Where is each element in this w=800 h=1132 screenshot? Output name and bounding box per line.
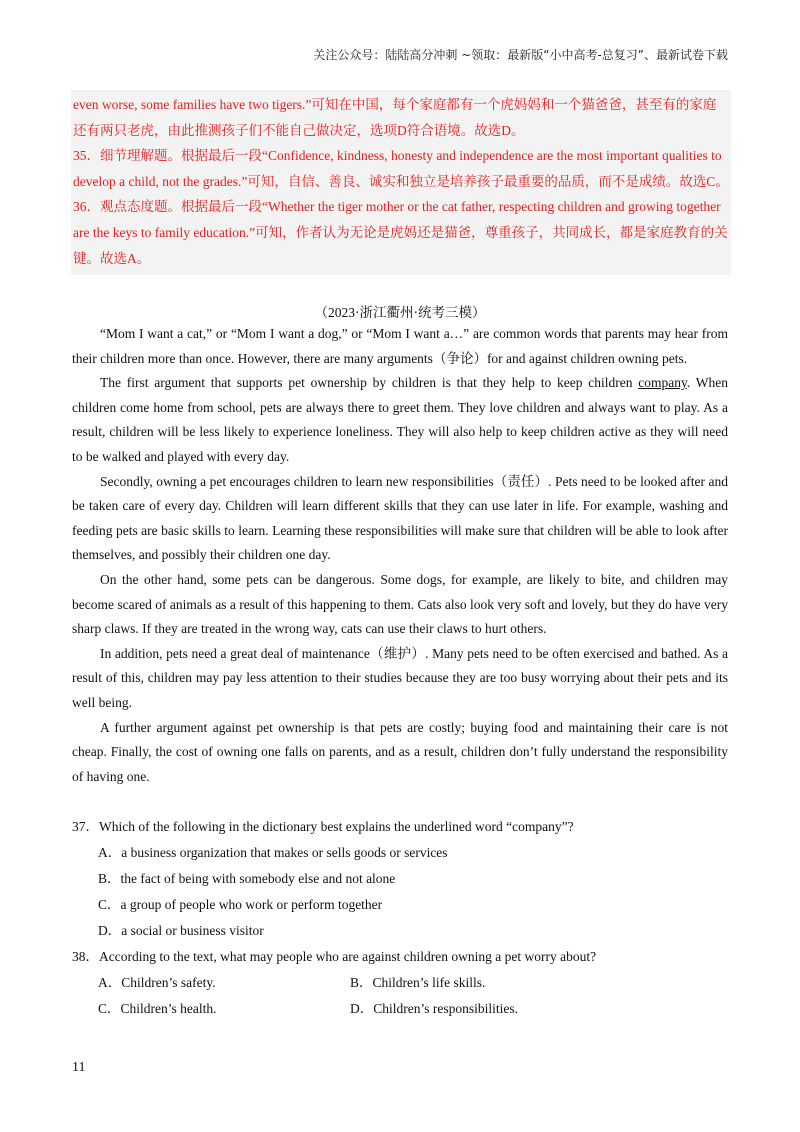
paragraph-4: On the other hand, some pets can be dangerous. Some dogs, for example, are likely to bite, and children may become scared of animals as a result of this happening to them. Cats also look very soft and lovely, but they do have very sharp claws. If they are treated in the wrong way, cats can use their claws to hurt others.: [72, 571, 728, 637]
question-38-stem: 38．According to the text, what may people who are against children owning a pet worry about?: [72, 949, 597, 964]
question-38-option-d: D．Children’s responsibilities.: [350, 1001, 518, 1016]
question-37-option-d: D．a social or business visitor: [98, 923, 264, 938]
question-38-options-row-2: [98, 996, 728, 1022]
question-38-option-b: B．Children’s life skills.: [350, 975, 486, 990]
paragraph-5: In addition, pets need a great deal of maintenance（维护）. Many pets need to be often exercised and bathed. As a result of this, children may pay less attention to their studies because they are too busy worrying about their pets and its well being.: [72, 645, 728, 710]
underlined-word-company: company: [638, 375, 687, 391]
question-37-option-a: A．a business organization that makes or sells goods or services: [98, 845, 448, 860]
question-list: [72, 814, 728, 1022]
question-38-option-c: C．Children’s health.: [98, 1001, 217, 1016]
answer-36: 36．观点态度题。根据最后一段“Whether the tiger mother or the cat father, respecting children and growing together are the keys to family education.”可知，作者认为无论是虎妈还是猫爸，尊重孩子，共同成长，都是家庭教育的关键。故选A。: [73, 199, 728, 266]
paragraph-3: Secondly, owning a pet encourages children to learn new responsibilities（责任）. Pets need to be looked after and be taken care of every day. Children will learn different skills that they can use later in life. For example, washing and feeding pets are basic skills to learn. Learning these responsibilities will make sure that children will be able to look after themselves, and possibly their children one day.: [72, 473, 728, 563]
paragraph-2-text-a: The first argument that supports pet ownership by children is that they help to keep children: [100, 375, 639, 391]
answer-explanations: [71, 90, 731, 275]
paragraph-2: [72, 371, 728, 469]
paragraph-2-text-b: . When children come home from school, pets are always there to greet them. They love children and always want to play. As a result, children will be less likely to experience loneliness. They will also help to keep children active as they will need to be walked and played with every day.: [72, 375, 728, 464]
question-38-options-row-1: [98, 970, 728, 996]
reading-passage: [72, 322, 728, 789]
question-37-option-b: B．the fact of being with somebody else and not alone: [98, 871, 396, 886]
header-note: 关注公众号：陆陆高分冲刺 ~领取：最新版“小中高考-总复习”、最新试卷下载: [313, 48, 728, 62]
paragraph-1: “Mom I want a cat,” or “Mom I want a dog,” or “Mom I want a…” are common words that parents may hear from their children more than once. However, there are many arguments（争论）for and against children owning pets.: [72, 326, 728, 366]
question-37-stem: 37．Which of the following in the dictionary best explains the underlined word “company”?: [72, 819, 574, 834]
answer-35: 35．细节理解题。根据最后一段“Confidence, kindness, honesty and independence are the most important qualities to develop a child, not the grades.”可知，自信、善良、诚实和独立是培养孩子最重要的品质，而不是成绩。故选C。: [73, 148, 729, 189]
question-38-option-a: A．Children’s safety.: [98, 975, 216, 990]
page-number: 11: [72, 1060, 86, 1075]
passage-source: （2023·浙江衢州·统考三模）: [314, 305, 486, 320]
answer-34-continued: even worse, some families have two tigers.”可知在中国，每个家庭都有一个虎妈妈和一个猫爸爸，甚至有的家庭还有两只老虎，由此推测孩子们不能自己做决定，选项D符合语境。故选D。: [73, 97, 717, 138]
question-37-option-c: C．a group of people who work or perform together: [98, 897, 383, 912]
paragraph-6: A further argument against pet ownership is that pets are costly; buying food and maintaining their care is not cheap. Finally, the cost of owning one falls on parents, and as a result, children don’t fully understand the responsibility of having one.: [72, 719, 728, 784]
